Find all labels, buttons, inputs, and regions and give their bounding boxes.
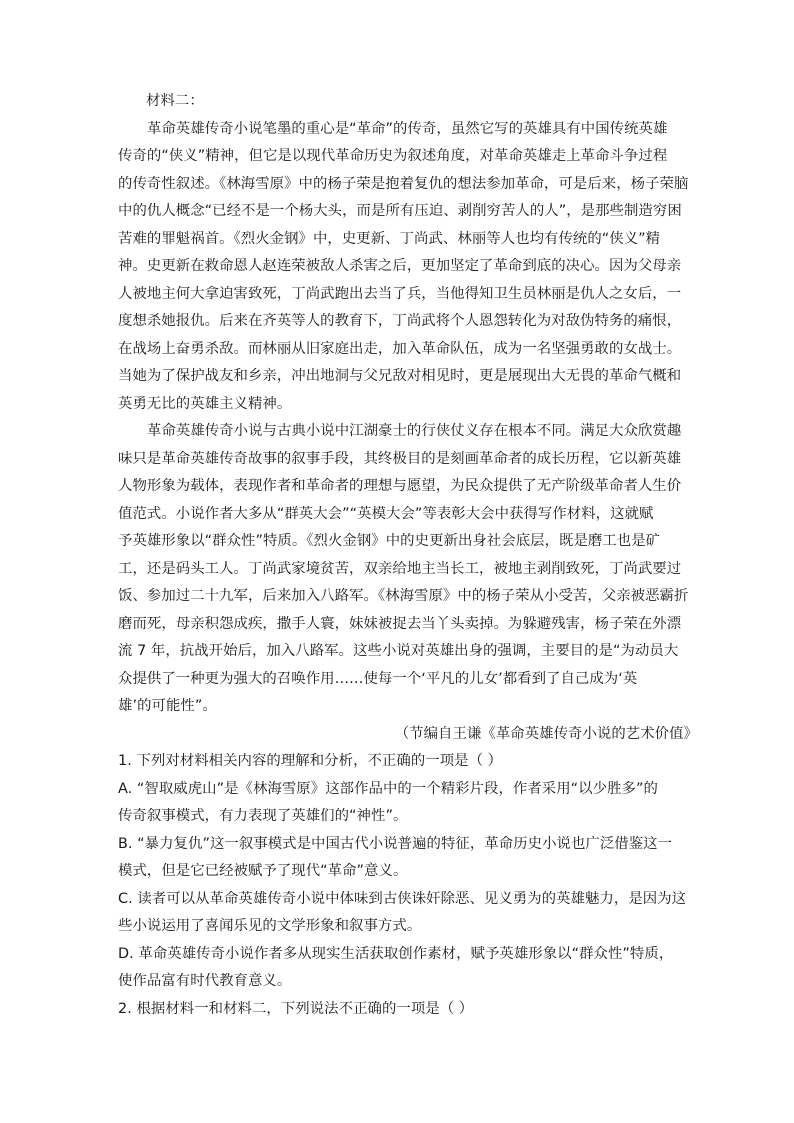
paragraph-1 [118, 116, 698, 419]
option-b: B. “暴力复仇”这一叙事模式是中国古代小说普遍的特征，革命历史小说也广泛借鉴这一 [118, 835, 673, 852]
option-b-cont: 模式，但是它已经被赋予了现代“革命”意义。 [118, 863, 408, 879]
paragraph-line: 当她为了保护战友和乡亲，冲出地洞与父兄敌对相见时，更是展现出大无畏的革命气概和 [118, 368, 682, 384]
question-2 [118, 996, 698, 1024]
paragraph-line: 值范式。小说作者大多从“群英大会”“英模大会”等表彰大会中获得写作材料，这就赋 [118, 505, 654, 522]
paragraph-line: 传奇的“侠义”精神，但它是以现代革命历史为叙述角度，对革命英雄走上革命斗争过程 [118, 148, 668, 164]
paragraph-line: 予英雄形象以“群众性”特质。《烈火金钢》中的史更新出身社会底层，既是磨工也是矿 [118, 533, 661, 549]
paragraph-line: 在战场上奋勇杀敌。而林丽从旧家庭出走，加入革命队伍，成为一名坚强勇敢的女战士。 [118, 340, 682, 357]
question-1 [118, 748, 698, 996]
paragraph-line: 工，还是码头工人。丁尚武家境贫苦，双亲给地主当长工，被地主剥削致死，丁尚武要过 [118, 560, 682, 577]
document-page [118, 88, 698, 1023]
option-d: D. 革命英雄传奇小说作者多从现实生活获取创作素材，赋予英雄形象以“群众性”特质， [118, 945, 674, 962]
paragraph-line: 味只是革命英雄传奇故事的叙事手段，其终极目的是刻画革命者的成长历程，它以新英雄 [118, 450, 682, 467]
source-citation: （节编自王谦《革命英雄传奇小说的艺术价值》 [394, 725, 698, 742]
option-c: C. 读者可以从革命英雄传奇小说中体味到古侠诛奸除恶、见义勇为的英雄魅力，是因为这 [118, 890, 687, 907]
option-d-cont: 使作品富有时代教育意义。 [118, 973, 292, 989]
option-c-cont: 些小说运用了喜闻乐见的文学形象和叙事方式。 [118, 918, 422, 934]
paragraph-line: 雄’的可能性”。 [118, 698, 217, 714]
material-heading: 材料二： [146, 93, 204, 109]
paragraph-line: 的传奇性叙述。《林海雪原》中的杨子荣是抱着复仇的想法参加革命，可是后来，杨子荣脑 [118, 175, 689, 192]
question-stem: 2. 根据材料一和材料二，下列说法不正确的一项是（ ） [118, 1000, 474, 1017]
paragraph-line: 磨而死，母亲积怨成疾，撒手人寰，妹妹被捉去当丫头卖掉。为躲避残害，杨子荣在外漂 [118, 615, 682, 632]
paragraph-line: 人被地主何大拿迫害致死，丁尚武跑出去当了兵，当他得知卫生员林丽是仇人之女后，一 [118, 285, 682, 302]
option-a: A. “智取威虎山”是《林海雪原》这部作品中的一个精彩片段，作者采用“以少胜多”的 [118, 780, 658, 797]
paragraph-line: 饭、参加过二十九军，后来加入八路军。《林海雪原》中的杨子荣从小受苦，父亲被恶霸折 [118, 588, 689, 604]
option-a-cont: 传奇叙事模式，有力表现了英雄们的“神性”。 [118, 808, 408, 824]
paragraph-line: 神。史更新在救命恩人赵连荣被敌人杀害之后，更加坚定了革命到底的决心。因为父母亲 [118, 258, 682, 274]
paragraph-line: 度想杀她报仇。后来在齐英等人的教育下，丁尚武将个人恩怨转化为对敌伪特务的痛恨， [118, 313, 682, 329]
paragraph-line: 英勇无比的英雄主义精神。 [118, 395, 292, 412]
paragraph-line: 革命英雄传奇小说与古典小说中江湖豪士的行侠仗义存在根本不同。满足大众欣赏趣 [147, 423, 682, 439]
paragraph-2 [118, 418, 698, 721]
paragraph-line: 人物形象为载体，表现作者和革命者的理想与愿望，为民众提供了无产阶级革命者人生价 [118, 478, 682, 494]
paragraph-line: 苦难的罪魁祸首。《烈火金钢》中，史更新、丁尚武、林丽等人也均有传统的“侠义”精 [118, 230, 661, 247]
paragraph-line: 众提供了一种更为强大的召唤作用……使每一个‘平凡的儿女’都看到了自己成为‘英 [118, 670, 638, 687]
paragraph-line: 革命英雄传奇小说笔墨的重心是“革命”的传奇，虽然它写的英雄具有中国传统英雄 [147, 120, 668, 137]
paragraph-line: 中的仇人概念“已经不是一个杨大头，而是所有压迫、剥削穷苦人的人”，是那些制造穷困 [118, 203, 682, 219]
question-stem: 1. 下列对材料相关内容的理解和分析，不正确的一项是（ ） [118, 753, 503, 769]
paragraph-line: 流 7 年，抗战开始后，加入八路军。这些小说对英雄出身的强调，主要目的是“为动员大 [118, 643, 679, 659]
